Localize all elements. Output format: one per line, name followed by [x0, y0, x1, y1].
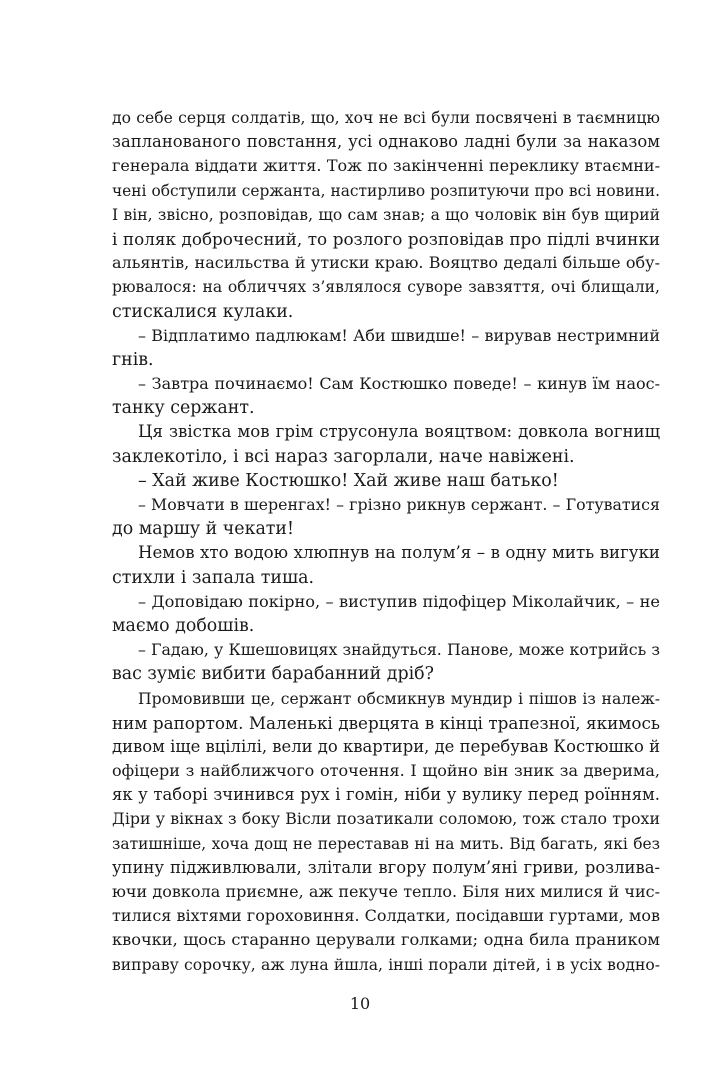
text-line: альянтів, насильства й утиски краю. Вояцтво дедалі більше обу- — [112, 253, 660, 273]
text-line: Промовивши це, сержант обсмикнув мундир і пішов із належ- — [138, 689, 660, 708]
text-line: танку сержант. — [112, 398, 255, 419]
text-line: до себе серця солдатів, що, хоч не всі були посвячені в таємницю — [112, 109, 660, 127]
text-line: маємо добошів. — [112, 615, 255, 636]
text-line: вас зуміє вибити барабанний дріб? — [112, 664, 434, 685]
text-line: запланованого повстання, усі однаково ладні були за наказом — [112, 132, 660, 152]
text-line: ючи довкола приємне, аж пекуче тепло. Біля них милися й чис- — [112, 882, 660, 901]
text-line: рювалося: на обличчях з’являлося суворе завзяття, очі блищали, — [112, 278, 660, 297]
text-line: дивом іще вцілілі, вели до квартири, де перебував Костюшко й — [112, 736, 660, 756]
text-line: стихли і запала тиша. — [112, 567, 315, 588]
text-line: – Завтра починаємо! Сам Костюшко поведе! – кинув їм наос- — [138, 374, 660, 394]
text-line: і поляк доброчесний, то розлого розповідав про підлі вчинки — [112, 228, 660, 249]
text-line: Ця звістка мов грім струсонула вояцтвом: довкола вогнищ — [138, 422, 660, 442]
text-line: стискалися кулаки. — [112, 301, 294, 322]
page-number: 10 — [349, 994, 371, 1013]
text-line: Діри у вікнах з боку Вісли позатикали соломою, тож стало трохи — [112, 809, 660, 829]
text-line: – Гадаю, у Кшешовицях знайдуться. Панове, може котрийсь з — [138, 640, 660, 660]
text-line: гнів. — [112, 349, 154, 370]
text-line: чені обступили сержанта, настирливо розпитуючи про всі новини. — [112, 181, 660, 200]
text-line: – Доповідаю покірно, – виступив підофіцер Міколайчик, – не — [138, 591, 660, 611]
text-line: – Мовчати в шеренгах! – грізно рикнув сержант. – Готуватися — [138, 495, 660, 514]
text-line: генерала віддати життя. Тож по закінченні переклику втаємни- — [112, 156, 660, 176]
text-line: офіцери з найближчого оточення. І щойно він зник за дверима, — [112, 761, 660, 781]
text-line: – Відплатимо падлюкам! Аби швидше! – вирував нестримний — [138, 325, 660, 345]
text-line: тилися віхтями гороховиння. Солдатки, посідавши гуртами, мов — [112, 906, 660, 926]
text-line: – Хай живе Костюшко! Хай живе наш батько! — [138, 470, 559, 491]
text-line: квочки, щось старанно церували голками; одна била праником — [112, 930, 660, 950]
text-line: заклекотіло, і всі нараз загорлали, наче навіжені. — [112, 446, 575, 467]
text-line: упину підживлювали, злітали вгору полум’яні гриви, розлива- — [112, 857, 660, 877]
text-line: І він, звісно, розповідав, що сам знав; а що чоловік він був щирий — [112, 205, 660, 224]
text-line: затишніше, хоча дощ не переставав ні на мить. Від багать, які без — [112, 834, 660, 853]
text-line: як у таборі зчинився рух і гомін, ніби у вулику перед роїнням. — [112, 785, 660, 805]
text-line: ним рапортом. Маленькі дверцята в кінці трапезної, якимось — [112, 712, 660, 733]
text-line: до маршу й чекати! — [112, 519, 295, 540]
body-text — [112, 106, 660, 977]
text-line: виправу сорочку, аж луна йшла, інші порали дітей, і в усіх водно- — [112, 955, 660, 974]
text-line: Немов хто водою хлюпнув на полум’я – в одну мить вигуки — [138, 543, 660, 563]
